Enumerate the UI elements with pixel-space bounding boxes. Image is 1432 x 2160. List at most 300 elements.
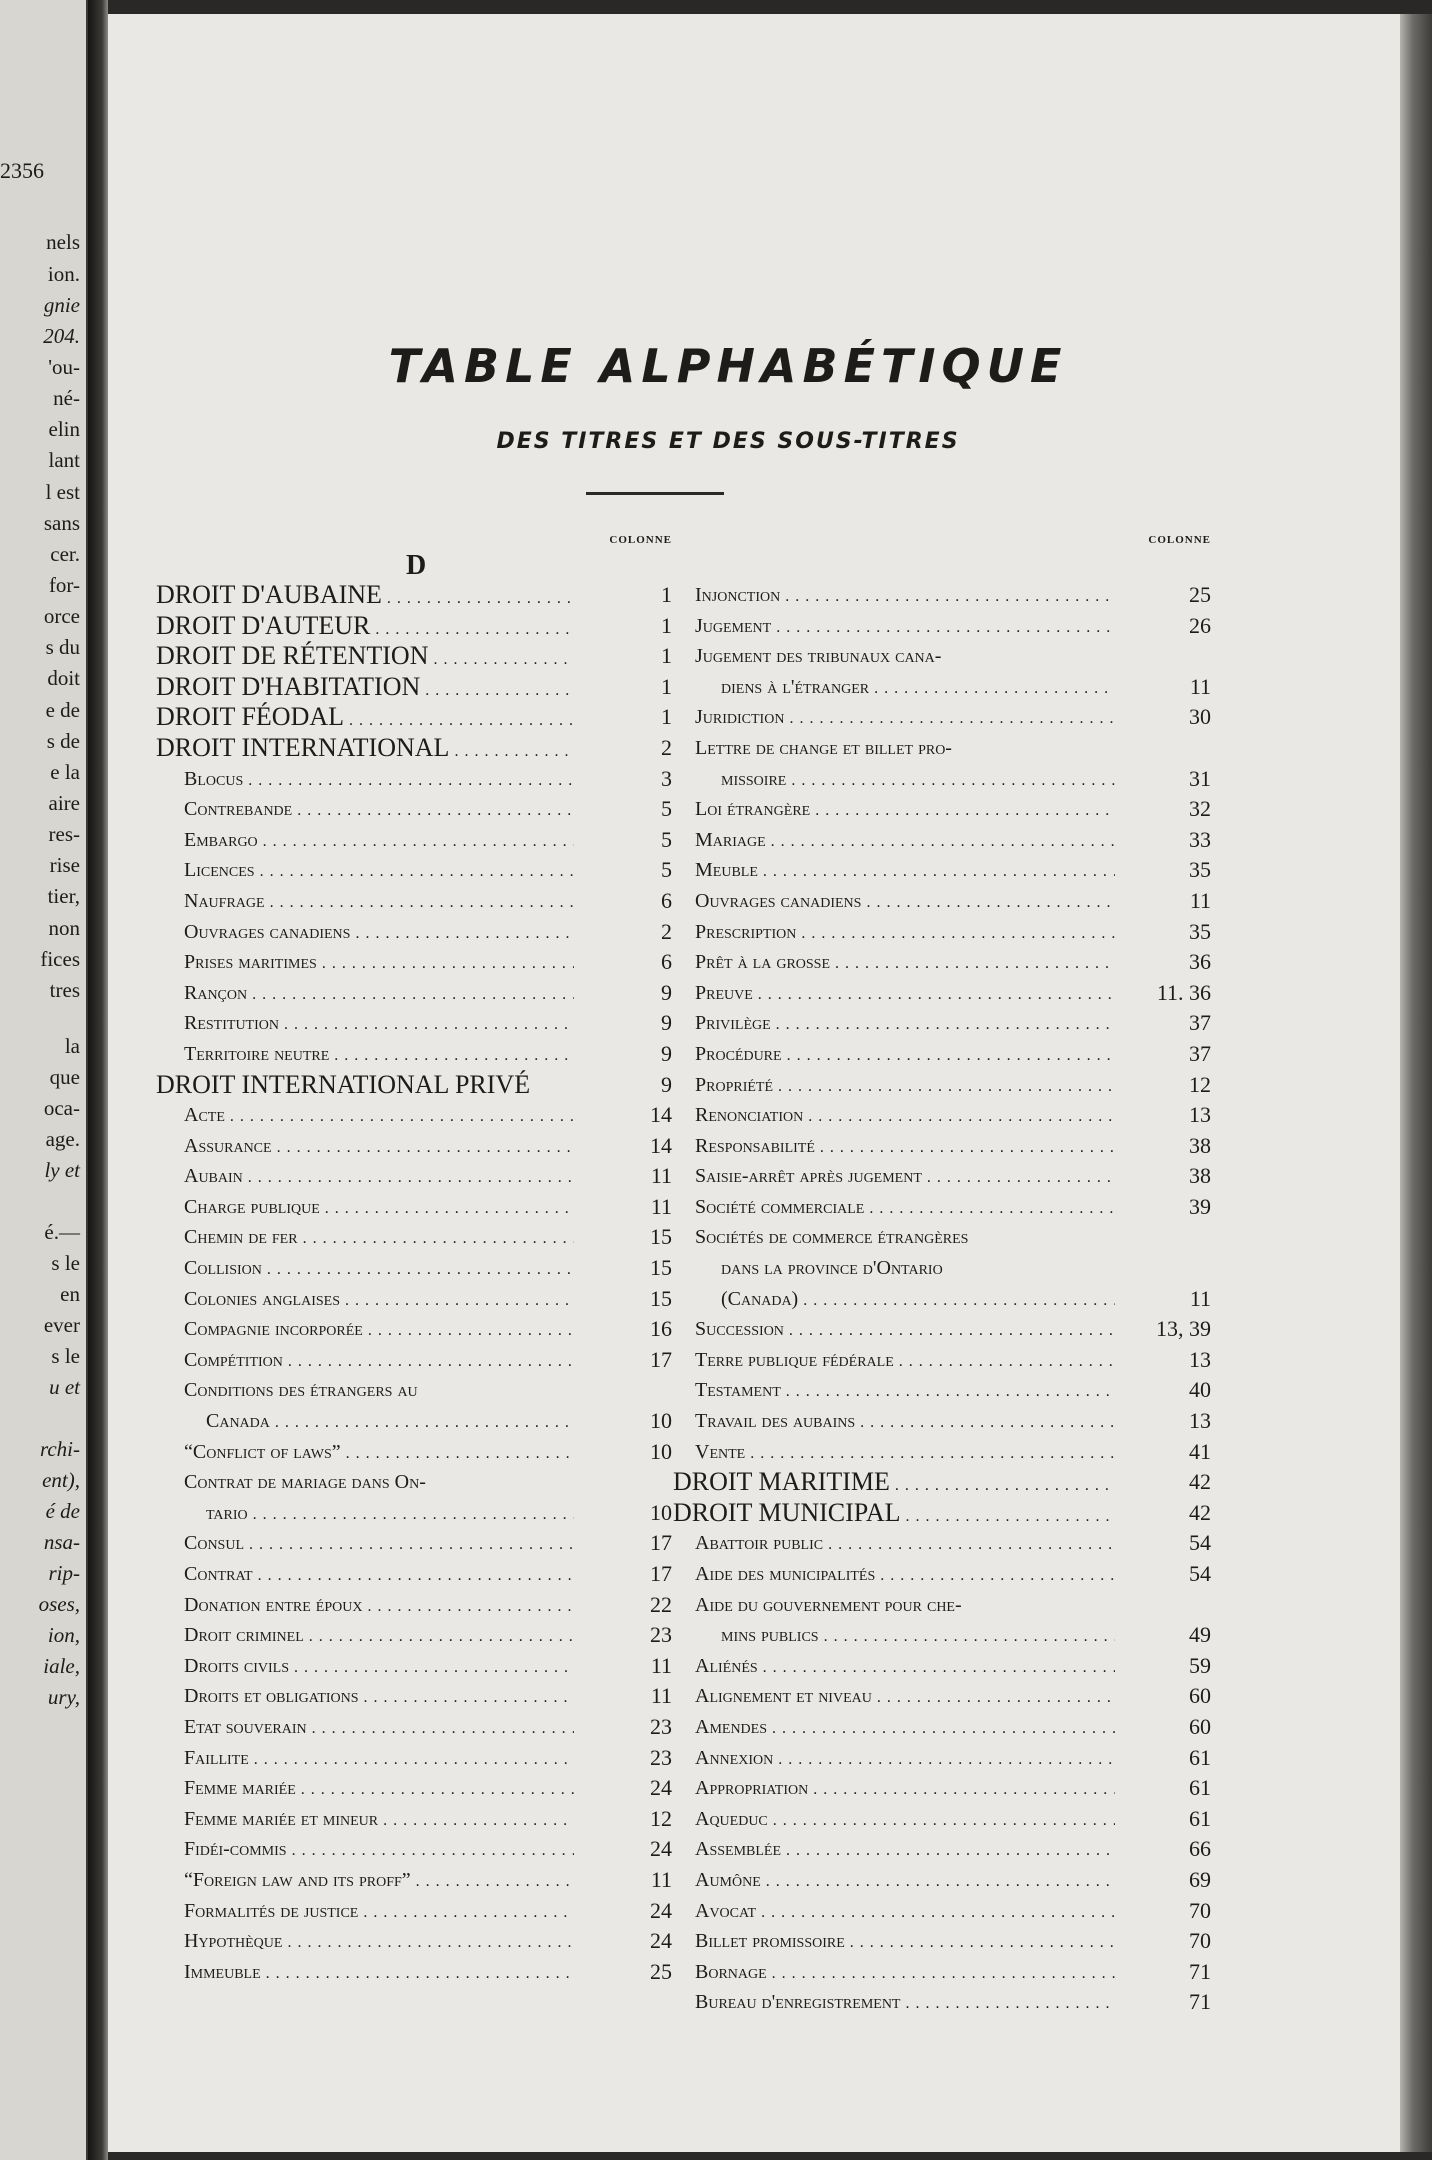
entry-column-number: 54 [1189, 1530, 1211, 1556]
previous-page-text-fragment: 204. [43, 324, 80, 348]
entry-title: Canada . . . [206, 1406, 574, 1439]
index-entry [695, 1773, 1215, 1804]
previous-page-text-fragment: ion. [47, 262, 80, 286]
index-page [108, 14, 1408, 2152]
previous-page-text-fragment: que [49, 1065, 80, 1089]
entry-title: Aliénés . . . [695, 1651, 1115, 1684]
index-entry [156, 1590, 676, 1621]
index-entry [156, 1498, 676, 1529]
entry-title: Ouvrages canadiens . . . [695, 886, 1115, 919]
entry-column-number: 42 [1189, 1469, 1211, 1495]
entry-column-number: 37 [1189, 1040, 1211, 1066]
entry-column-number: 24 [650, 1928, 672, 1954]
previous-page-text-fragment: ury, [47, 1685, 80, 1709]
entry-title: Femme mariée et mineur . . . [184, 1804, 574, 1837]
entry-title: Sociétés de commerce étrangères [695, 1226, 969, 1249]
page-right-edge [1400, 14, 1432, 2152]
index-entry [156, 1743, 676, 1774]
entry-title: Jugement . . . [695, 611, 1115, 644]
entry-column-number: 71 [1189, 1958, 1211, 1984]
previous-page-number: 2356 [0, 158, 44, 183]
entry-column-number: 61 [1189, 1775, 1211, 1801]
book-gutter [88, 0, 108, 2160]
entry-title: Appropriation . . . [695, 1773, 1115, 1806]
entry-column-number: 37 [1189, 1010, 1211, 1036]
entry-column-number: 23 [650, 1744, 672, 1770]
entry-title: Assurance . . . [184, 1131, 574, 1164]
entry-title: Contrat de mariage dans On- [184, 1471, 426, 1494]
entry-title: Aumône . . . [695, 1865, 1115, 1898]
index-entry [156, 1651, 676, 1682]
entry-title: Formalités de justice . . . [184, 1896, 574, 1929]
previous-page-text-fragment: en [60, 1282, 80, 1306]
entry-title: Consul . . . [184, 1528, 574, 1561]
entry-column-number: 66 [1189, 1836, 1211, 1862]
entry-column-number: 11 [1189, 673, 1211, 699]
index-entry [156, 1681, 676, 1712]
index-entry [695, 978, 1215, 1009]
entry-title: Contrebande . . . [184, 794, 574, 827]
entry-title: Mariage . . . [695, 825, 1115, 858]
entry-column-number: 70 [1189, 1897, 1211, 1923]
index-entry [156, 1926, 676, 1957]
index-entry [695, 1957, 1215, 1988]
entry-title: Embargo . . . [184, 825, 574, 858]
index-entry [156, 1161, 676, 1192]
index-entry [156, 855, 676, 886]
entry-column-number: 11 [650, 1163, 672, 1189]
entry-title: Compétition . . . [184, 1345, 574, 1378]
entry-column-number: 13 [1189, 1346, 1211, 1372]
entry-title: Testament . . . [695, 1375, 1115, 1408]
entry-title: Meuble . . . [695, 855, 1115, 888]
previous-page-text-fragment: oses, [38, 1592, 80, 1616]
entry-title: missoire . . . [721, 764, 1115, 797]
entry-title: Travail des aubains . . . [695, 1406, 1115, 1439]
entry-title: Etat souverain . . . [184, 1712, 574, 1745]
entry-title: Droit criminel . . . [184, 1620, 574, 1653]
entry-title: Preuve . . . [695, 978, 1115, 1011]
entry-column-number: 26 [1189, 612, 1211, 638]
entry-title: Faillite . . . [184, 1743, 574, 1776]
index-entry [695, 1987, 1215, 2018]
entry-title: DROIT FÉODAL . . . [156, 702, 574, 737]
entry-title: Contrat . . . [184, 1559, 574, 1592]
entry-column-number: 13, 39 [1156, 1316, 1211, 1342]
index-entry [695, 1008, 1215, 1039]
entry-title: Assemblée . . . [695, 1834, 1115, 1867]
index-entry [156, 1253, 676, 1284]
index-entry [695, 1712, 1215, 1743]
entry-title: Billet promissoire . . . [695, 1926, 1115, 1959]
entry-column-number: 1 [661, 704, 672, 730]
entry-title: Lettre de change et billet pro- [695, 736, 952, 759]
entry-title: Prêt à la grosse . . . [695, 947, 1115, 980]
previous-page-text-fragment: ever [43, 1313, 80, 1337]
entry-title: Donation entre époux . . . [184, 1590, 574, 1623]
entry-title: Licences . . . [184, 855, 574, 888]
entry-title: Acte . . . [184, 1100, 574, 1133]
index-entry [695, 794, 1215, 825]
entry-column-number: 61 [1189, 1744, 1211, 1770]
index-entry [695, 1345, 1215, 1376]
entry-column-number: 41 [1189, 1438, 1211, 1464]
index-entry [695, 1406, 1215, 1437]
right-entry-list [673, 580, 1215, 2018]
previous-page-text-fragment: tier, [47, 884, 80, 908]
index-entry [156, 917, 676, 948]
entry-column-number: 40 [1189, 1377, 1211, 1403]
entry-column-number: 24 [650, 1897, 672, 1923]
previous-page-text-fragment: rip- [48, 1561, 80, 1585]
entry-title: Saisie-arrêt après jugement . . . [695, 1161, 1115, 1194]
entry-column-number: 32 [1189, 796, 1211, 822]
entry-title: Territoire neutre . . . [184, 1039, 574, 1072]
entry-column-number: 15 [650, 1224, 672, 1250]
entry-column-number: 11 [650, 1193, 672, 1219]
entry-title: Rançon . . . [184, 978, 574, 1011]
entry-title: Immeuble . . . [184, 1957, 574, 1990]
entry-column-number: 13 [1189, 1408, 1211, 1434]
previous-page-text-fragment: é.— [44, 1220, 80, 1244]
previous-page-text-fragment: s de [46, 729, 80, 753]
index-entry [156, 1467, 676, 1498]
index-entry [695, 1926, 1215, 1957]
previous-page-text-fragment: ly et [44, 1158, 80, 1182]
entry-title: Injonction . . . [695, 580, 1115, 613]
previous-page-text-fragment: nels [46, 230, 80, 254]
entry-column-number: 30 [1189, 704, 1211, 730]
entry-column-number: 9 [661, 1010, 672, 1036]
entry-column-number: 11 [1189, 1285, 1211, 1311]
entry-title: Prescription . . . [695, 917, 1115, 950]
previous-page-text-fragment: né- [53, 386, 80, 410]
previous-page-text-fragment: 'ou- [48, 355, 80, 379]
index-entry [156, 764, 676, 795]
entry-title: DROIT D'HABITATION . . . [156, 672, 574, 707]
entry-column-number: 2 [661, 734, 672, 760]
index-entry [695, 1131, 1215, 1162]
entry-column-number: 13 [1189, 1102, 1211, 1128]
entry-title: Vente . . . [695, 1437, 1115, 1470]
entry-title: dans la province d'Ontario [721, 1257, 943, 1280]
previous-page-text-fragment: fices [40, 947, 80, 971]
previous-page-text-fragment: doit [47, 666, 80, 690]
index-entry [156, 1100, 676, 1131]
index-entry [156, 947, 676, 978]
entry-column-number: 10 [650, 1499, 672, 1525]
previous-page-text-fragment: elin [48, 417, 80, 441]
entry-title: Responsabilité . . . [695, 1131, 1115, 1164]
index-entry [695, 1804, 1215, 1835]
index-entry [156, 886, 676, 917]
entry-title: Bornage . . . [695, 1957, 1115, 1990]
entry-title: Procédure . . . [695, 1039, 1115, 1072]
entry-column-number: 23 [650, 1713, 672, 1739]
entry-column-number: 33 [1189, 826, 1211, 852]
entry-column-number: 11 [650, 1652, 672, 1678]
entry-column-number: 17 [650, 1346, 672, 1372]
entry-column-number: 9 [661, 979, 672, 1005]
previous-page-text-fragment: tres [49, 978, 80, 1002]
title-rule [586, 492, 724, 495]
index-entry [695, 1559, 1215, 1590]
entry-column-number: 6 [661, 887, 672, 913]
previous-page-text-fragment: nsa- [43, 1530, 80, 1554]
entry-column-number: 1 [661, 643, 672, 669]
index-entry [695, 733, 1215, 764]
index-entry [695, 1681, 1215, 1712]
entry-column-number: 15 [650, 1285, 672, 1311]
right-index-column [673, 534, 1215, 2018]
index-entry [156, 1375, 676, 1406]
entry-column-number: 5 [661, 857, 672, 883]
entry-column-number: 71 [1189, 1989, 1211, 2015]
entry-column-number: 70 [1189, 1928, 1211, 1954]
previous-page-text-fragment: iale, [43, 1654, 80, 1678]
left-entry-list [156, 580, 676, 1987]
entry-column-number: 60 [1189, 1683, 1211, 1709]
entry-column-number: 11 [650, 1866, 672, 1892]
entry-title: Collision . . . [184, 1253, 574, 1286]
entry-column-number: 60 [1189, 1713, 1211, 1739]
entry-column-number: 61 [1189, 1805, 1211, 1831]
index-entry [695, 1100, 1215, 1131]
previous-page-text-fragment: res- [48, 822, 80, 846]
index-entry [695, 1865, 1215, 1896]
left-index-column [156, 534, 676, 1987]
entry-title: Amendes . . . [695, 1712, 1115, 1745]
index-entry [156, 1192, 676, 1223]
previous-page-edge [0, 0, 88, 2160]
entry-column-number: 35 [1189, 857, 1211, 883]
entry-column-number: 25 [650, 1958, 672, 1984]
entry-title: Fidéi-commis . . . [184, 1834, 574, 1867]
entry-title: Prises maritimes . . . [184, 947, 574, 980]
index-entry [695, 611, 1215, 642]
index-entry [156, 1896, 676, 1927]
index-entry [695, 917, 1215, 948]
index-entry [695, 825, 1215, 856]
entry-title: DROIT MARITIME . . . [673, 1467, 1115, 1502]
index-entry [156, 1834, 676, 1865]
index-entry [695, 1651, 1215, 1682]
index-entry [156, 978, 676, 1009]
column-header: COLONNE [609, 534, 672, 546]
entry-title: tario . . . [206, 1498, 574, 1531]
entry-title: Conditions des étrangers au [184, 1379, 418, 1402]
index-entry [156, 794, 676, 825]
index-entry [695, 1253, 1215, 1284]
entry-column-number: 1 [661, 612, 672, 638]
index-entry [156, 733, 676, 764]
index-entry [156, 641, 676, 672]
entry-title: DROIT MUNICIPAL . . . [673, 1498, 1115, 1533]
index-entry [695, 947, 1215, 978]
entry-title: Annexion . . . [695, 1743, 1115, 1776]
entry-title: DROIT D'AUTEUR . . . [156, 611, 574, 646]
index-entry [156, 1773, 676, 1804]
entry-column-number: 31 [1189, 765, 1211, 791]
entry-column-number: 36 [1189, 949, 1211, 975]
entry-title: mins publics . . . [721, 1620, 1115, 1653]
index-entry [156, 1957, 676, 1988]
page-title: TABLE ALPHABÉTIQUE [388, 339, 1068, 393]
index-entry [695, 1222, 1215, 1253]
entry-column-number: 3 [661, 765, 672, 791]
entry-column-number: 16 [650, 1316, 672, 1342]
index-entry [695, 1437, 1215, 1468]
entry-column-number: 10 [650, 1408, 672, 1434]
entry-title: Aqueduc . . . [695, 1804, 1115, 1837]
previous-page-text-fragment: l est [45, 480, 80, 504]
index-entry [695, 1192, 1215, 1223]
index-entry [695, 1834, 1215, 1865]
previous-page-text-fragment: s le [51, 1251, 80, 1275]
entry-column-number: 2 [661, 918, 672, 944]
entry-column-number: 38 [1189, 1132, 1211, 1158]
index-entry [156, 1284, 676, 1315]
index-entry [695, 672, 1215, 703]
entry-column-number: 9 [661, 1071, 672, 1097]
index-entry [156, 1406, 676, 1437]
index-entry [695, 580, 1215, 611]
index-entry [695, 764, 1215, 795]
index-entry [695, 1161, 1215, 1192]
entry-column-number: 6 [661, 949, 672, 975]
entry-title: DROIT INTERNATIONAL PRIVÉ [156, 1069, 531, 1099]
entry-column-number: 35 [1189, 918, 1211, 944]
previous-page-text-fragment: non [48, 916, 80, 940]
entry-title: Restitution . . . [184, 1008, 574, 1041]
index-entry [673, 1467, 1215, 1498]
index-entry [156, 1314, 676, 1345]
entry-column-number: 9 [661, 1040, 672, 1066]
index-entry [156, 1804, 676, 1835]
entry-title: Aide des municipalités . . . [695, 1559, 1115, 1592]
entry-title: Avocat . . . [695, 1896, 1115, 1929]
entry-column-number: 1 [661, 582, 672, 607]
entry-column-number: 5 [661, 796, 672, 822]
entry-column-number: 23 [650, 1622, 672, 1648]
previous-page-text-fragment: la [64, 1034, 80, 1058]
entry-column-number: 5 [661, 826, 672, 852]
index-entry [156, 1070, 676, 1101]
previous-page-text-fragment: e de [45, 698, 80, 722]
previous-page-text-fragment: ent), [42, 1468, 80, 1492]
previous-page-text-fragment: orce [43, 604, 80, 628]
index-entry [156, 825, 676, 856]
previous-page-text-fragment: rchi- [39, 1437, 80, 1461]
column-header: COLONNE [1148, 534, 1211, 546]
index-entry [156, 1222, 676, 1253]
entry-title: Renonciation . . . [695, 1100, 1115, 1133]
entry-column-number: 42 [1189, 1499, 1211, 1525]
entry-column-number: 69 [1189, 1866, 1211, 1892]
previous-page-text-fragment: e la [50, 760, 80, 784]
page-subtitle: DES TITRES ET DES SOUS-TITRES [496, 429, 960, 454]
entry-title: DROIT INTERNATIONAL . . . [156, 733, 574, 768]
entry-title: Aide du gouvernement pour che- [695, 1593, 962, 1616]
index-entry [156, 1559, 676, 1590]
index-entry [695, 1896, 1215, 1927]
index-entry [156, 672, 676, 703]
index-entry [695, 1620, 1215, 1651]
entry-column-number: 12 [650, 1805, 672, 1831]
entry-title: DROIT D'AUBAINE . . . [156, 580, 574, 615]
entry-title: Alignement et niveau . . . [695, 1681, 1115, 1714]
previous-page-text-fragment: rise [49, 853, 80, 877]
entry-title: Chemin de fer . . . [184, 1222, 574, 1255]
previous-page-text-fragment: for- [48, 573, 80, 597]
entry-column-number: 15 [650, 1255, 672, 1281]
previous-page-text-fragment: sans [43, 511, 80, 535]
previous-page-text-fragment: age. [45, 1127, 80, 1151]
index-entry [695, 855, 1215, 886]
entry-column-number: 24 [650, 1836, 672, 1862]
entry-column-number: 11. 36 [1156, 979, 1211, 1005]
entry-title: Abattoir public . . . [695, 1528, 1115, 1561]
entry-column-number: 59 [1189, 1652, 1211, 1678]
previous-page-text-fragment: s le [51, 1344, 80, 1368]
entry-title: Droits civils . . . [184, 1651, 574, 1684]
entry-title: Naufrage . . . [184, 886, 574, 919]
entry-column-number: 11 [650, 1683, 672, 1709]
entry-title: Aubain . . . [184, 1161, 574, 1194]
index-entry [695, 1314, 1215, 1345]
entry-column-number: 49 [1189, 1622, 1211, 1648]
entry-title: Colonies anglaises . . . [184, 1284, 574, 1317]
index-entry [673, 1497, 1215, 1529]
entry-title: Terre publique fédérale . . . [695, 1345, 1115, 1378]
index-entry [156, 1008, 676, 1039]
entry-title: DROIT DE RÉTENTION . . . [156, 641, 574, 676]
index-entry [156, 1620, 676, 1651]
previous-page-text-fragment: cer. [50, 542, 80, 566]
entry-title: Société commerciale . . . [695, 1192, 1115, 1225]
previous-page-text-fragment: é de [45, 1499, 80, 1523]
index-entry [695, 1743, 1215, 1774]
entry-title: Droits et obligations . . . [184, 1681, 574, 1714]
entry-column-number: 10 [650, 1438, 672, 1464]
entry-title: (Canada) . . . [721, 1284, 1115, 1317]
entry-column-number: 24 [650, 1775, 672, 1801]
index-entry [156, 1345, 676, 1376]
entry-title: “Foreign law and its proff” . . . [184, 1865, 574, 1898]
entry-title: Succession . . . [695, 1314, 1115, 1347]
index-entry [695, 886, 1215, 917]
entry-title: “Conflict of laws” . . . [184, 1437, 574, 1470]
previous-page-text-fragment: gnie [43, 293, 80, 317]
entry-title: Bureau d'enregistrement . . . [695, 1987, 1115, 2020]
entry-column-number: 25 [1189, 582, 1211, 607]
index-entry [695, 1070, 1215, 1101]
index-entry [156, 1437, 676, 1468]
index-entry [156, 1039, 676, 1070]
previous-page-text-fragment: s du [45, 635, 80, 659]
index-entry [695, 1039, 1215, 1070]
entry-column-number: 17 [650, 1530, 672, 1556]
index-entry [156, 611, 676, 642]
entry-column-number: 39 [1189, 1193, 1211, 1219]
entry-column-number: 1 [661, 673, 672, 699]
index-entry [156, 702, 676, 733]
entry-title: Hypothèque . . . [184, 1926, 574, 1959]
entry-title: diens à l'étranger . . . [721, 672, 1115, 705]
index-entry [695, 702, 1215, 733]
index-entry [156, 1712, 676, 1743]
entry-title: Loi étrangère . . . [695, 794, 1115, 827]
